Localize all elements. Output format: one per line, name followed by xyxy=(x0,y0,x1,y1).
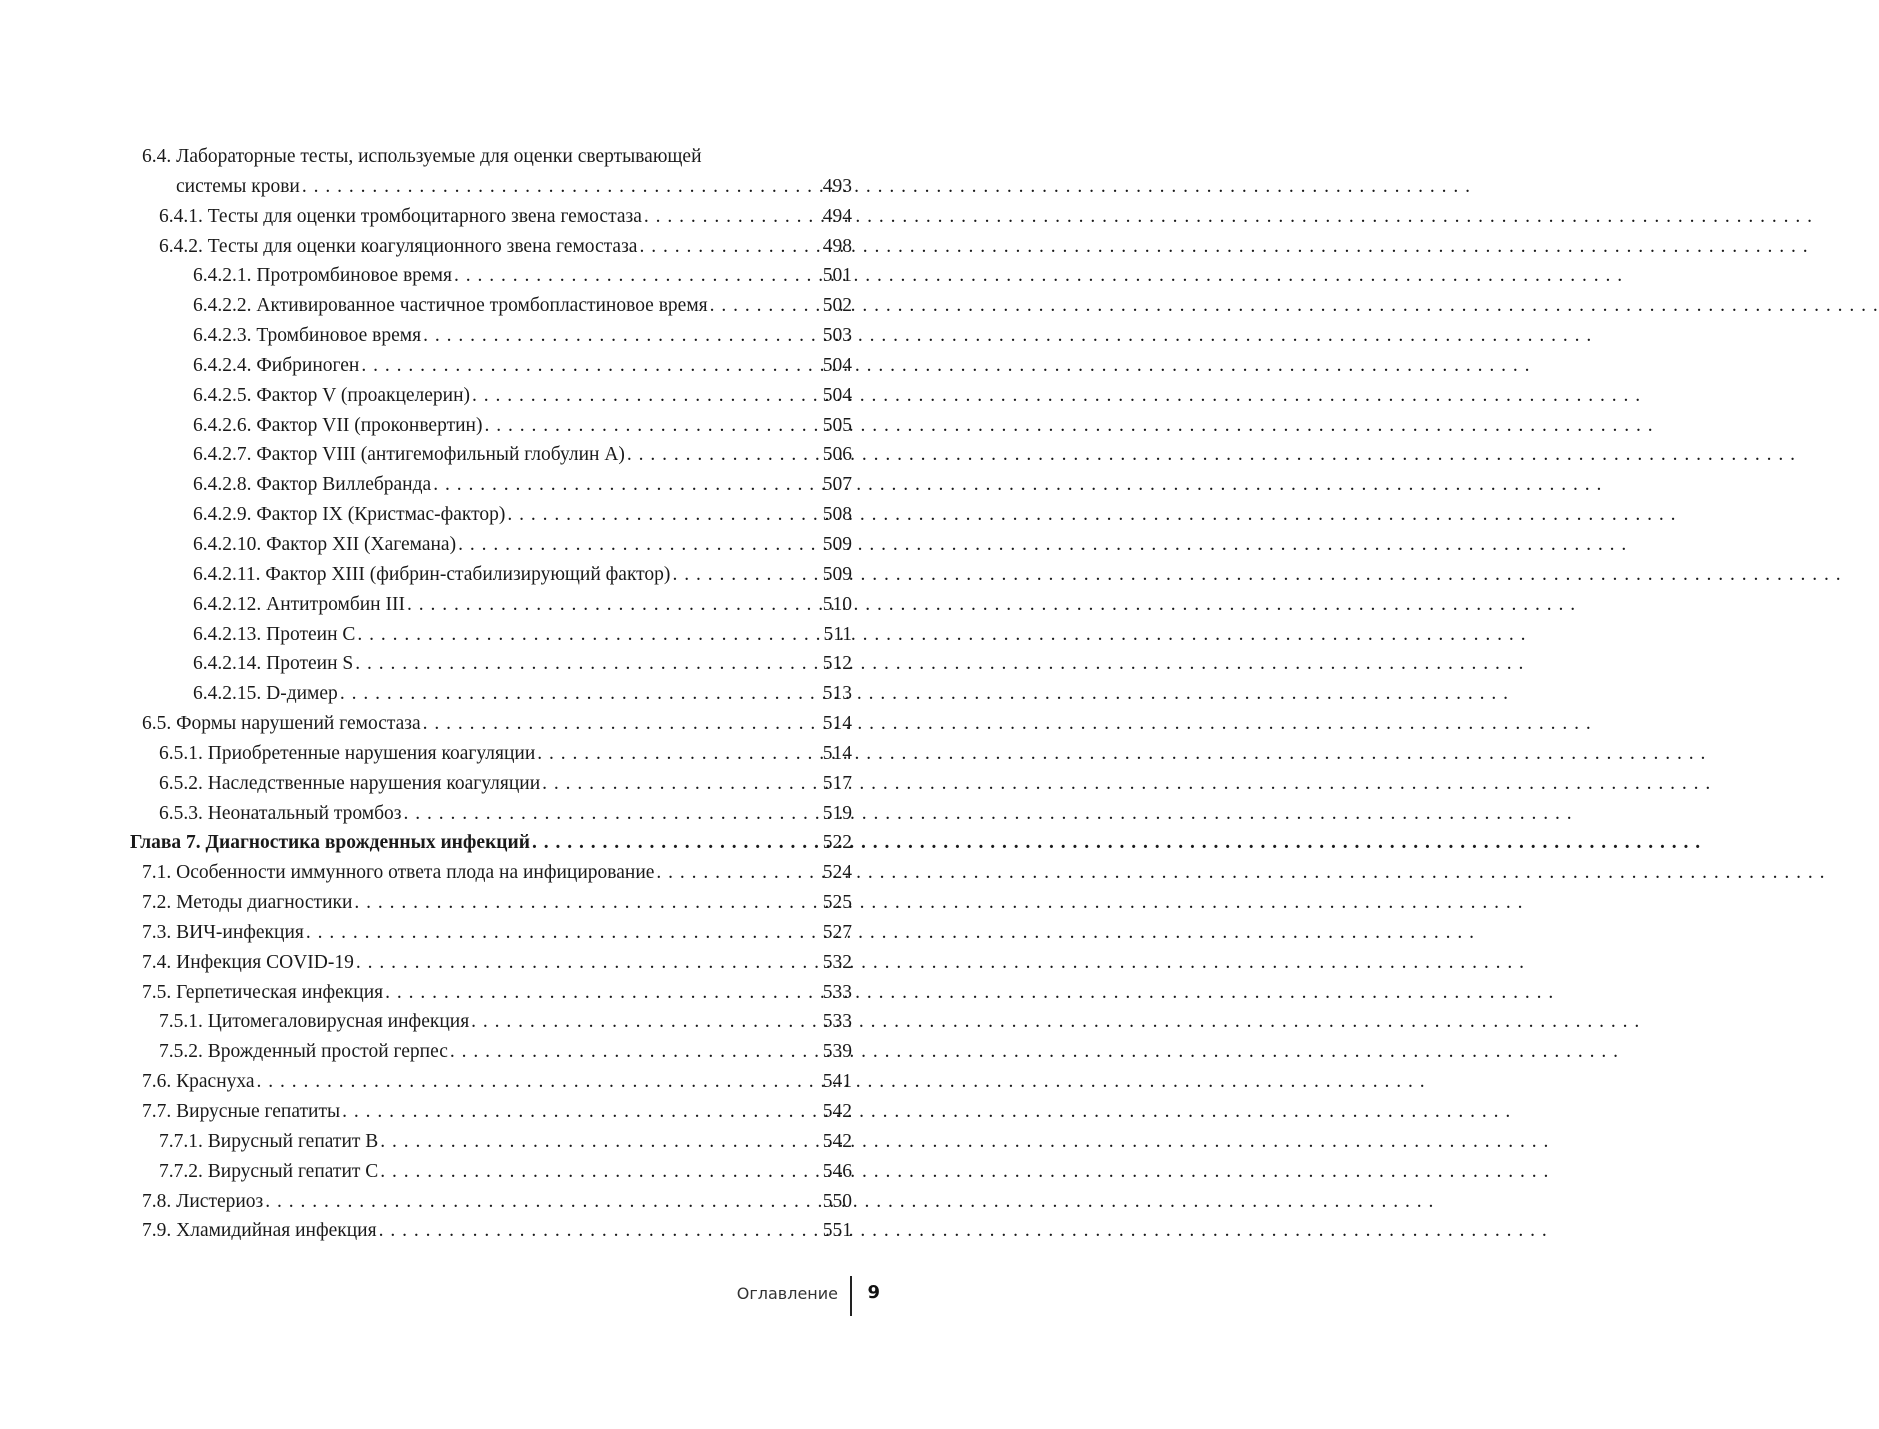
toc-chapter-entry[interactable] xyxy=(130,828,852,858)
toc-entry-title: 7.6. Краснуха xyxy=(142,1071,255,1093)
toc-entry-page: 551 xyxy=(822,1220,852,1242)
toc-entry-page: 532 xyxy=(822,951,852,973)
toc-entry[interactable] xyxy=(130,321,852,351)
toc-entry-page: 514 xyxy=(822,713,852,735)
toc-entry-title: 6.5. Формы нарушений гемостаза xyxy=(142,713,421,735)
dot-leader xyxy=(265,1187,814,1217)
toc-entry[interactable] xyxy=(130,411,852,441)
toc-entry[interactable] xyxy=(130,202,852,232)
toc-entry-title: 7.5.2. Врожденный простой герпес xyxy=(159,1041,448,1063)
toc-entry[interactable] xyxy=(130,679,852,709)
toc-entry[interactable] xyxy=(130,918,852,948)
dot-leader xyxy=(355,649,814,679)
dot-leader xyxy=(542,769,814,799)
toc-entry-title: 6.4.2.2. Активированное частичное тромбопластиновое время xyxy=(193,295,708,317)
toc-entry[interactable] xyxy=(130,261,852,291)
toc-entry-page: 493 xyxy=(822,175,852,197)
dot-leader xyxy=(639,232,814,262)
toc-entry[interactable] xyxy=(130,1157,852,1187)
toc-entry[interactable] xyxy=(130,351,852,381)
dot-leader xyxy=(423,709,814,739)
toc-entry-page: 541 xyxy=(822,1071,852,1093)
toc-entry[interactable] xyxy=(130,1097,852,1127)
dot-leader xyxy=(340,679,814,709)
dot-leader xyxy=(379,1216,814,1246)
toc-entry-title: 6.4.2.5. Фактор V (проакцелерин) xyxy=(193,384,471,406)
toc-entry[interactable] xyxy=(130,858,852,888)
toc-entry[interactable] xyxy=(130,948,852,978)
toc-entry-page: 514 xyxy=(822,742,852,764)
toc-entry[interactable] xyxy=(130,620,852,650)
toc-entry-title: 6.4.2.9. Фактор IX (Кристмас-фактор) xyxy=(193,504,506,526)
toc-entry-page: 511 xyxy=(823,623,852,645)
toc-entry[interactable] xyxy=(130,769,852,799)
toc-entry-title: 7.5.1. Цитомегаловирусная инфекция xyxy=(159,1011,470,1033)
dot-leader xyxy=(458,530,814,560)
toc-entry-page: 507 xyxy=(822,474,852,496)
toc-entry[interactable] xyxy=(130,1067,852,1097)
toc-entry-title: 6.4.1. Тесты для оценки тромбоцитарного звена гемостаза xyxy=(159,205,642,227)
toc-entry[interactable] xyxy=(130,978,852,1008)
toc-entry[interactable] xyxy=(130,560,852,590)
toc-entry[interactable] xyxy=(130,1037,852,1067)
footer-divider xyxy=(850,1276,852,1316)
page-number: 9 xyxy=(867,1282,880,1303)
toc-entry-title: 7.1. Особенности иммунного ответа плода на инфицирование xyxy=(142,862,655,884)
toc-entry[interactable] xyxy=(130,470,852,500)
toc-entry-page: 533 xyxy=(822,1011,852,1033)
toc-entry-page: 522 xyxy=(822,832,852,854)
toc-entry[interactable] xyxy=(130,1216,852,1246)
toc-entry-title: 6.4.2.8. Фактор Виллебранда xyxy=(193,474,432,496)
toc-entry[interactable] xyxy=(130,1007,852,1037)
toc-entry-page: 542 xyxy=(822,1101,852,1122)
toc-entry-title: 6.4.2. Тесты для оценки коагуляционного звена гемостаза xyxy=(159,235,638,257)
toc-entry-page: 525 xyxy=(822,892,852,914)
toc-entry-title: 6.5.2. Наследственные нарушения коагуляции xyxy=(159,772,541,794)
dot-leader xyxy=(385,978,814,1008)
dot-leader xyxy=(356,948,814,978)
toc-entry[interactable] xyxy=(130,530,852,560)
dot-leader xyxy=(407,590,814,620)
toc-entry-page: 539 xyxy=(822,1041,852,1063)
toc-entry-title: 6.4.2.14. Протеин S xyxy=(193,653,354,675)
running-footer-label: Оглавление xyxy=(736,1284,838,1303)
toc-entry-title: 6.4.2.1. Протромбиновое время xyxy=(193,265,452,287)
dot-leader xyxy=(302,172,814,202)
dot-leader xyxy=(380,1127,814,1157)
toc-entry-page: 512 xyxy=(822,653,852,675)
toc-entry-title: 6.4.2.15. D-димер xyxy=(193,683,338,705)
dot-leader xyxy=(423,321,814,351)
dot-leader xyxy=(644,202,814,232)
toc-entry-title: 7.5. Герпетическая инфекция xyxy=(142,981,384,1003)
toc-entry-page: 517 xyxy=(822,772,852,794)
toc-entry-page: 527 xyxy=(822,921,852,943)
toc-entry[interactable] xyxy=(130,709,852,739)
toc-chapter-title: Глава 7. Диагностика врожденных инфекций xyxy=(130,832,531,854)
dot-leader xyxy=(361,351,814,381)
toc-entry-title: 6.4.2.3. Тромбиновое время xyxy=(193,325,422,347)
dot-leader xyxy=(710,291,814,321)
toc-entry-page: 533 xyxy=(822,981,852,1003)
toc-entry[interactable] xyxy=(130,590,852,620)
toc-entry[interactable] xyxy=(130,888,852,918)
dot-leader xyxy=(354,888,814,918)
toc-entry-page: 524 xyxy=(822,862,852,884)
toc-entry-page: 504 xyxy=(822,354,852,376)
toc-entry-page: 550 xyxy=(822,1190,852,1212)
toc-entry[interactable] xyxy=(130,799,852,829)
toc-entry-title: 7.4. Инфекция COVID-19 xyxy=(142,951,354,973)
toc-entry-title: 7.8. Листериоз xyxy=(142,1190,264,1212)
toc-entry-page: 498 xyxy=(822,235,852,257)
toc-entry-page: 510 xyxy=(822,593,852,615)
toc-entry[interactable] xyxy=(130,232,852,262)
dot-leader xyxy=(656,858,814,888)
toc-entry-title: 7.7.1. Вирусный гепатит В xyxy=(159,1130,379,1152)
toc-entry-page: 508 xyxy=(822,504,852,526)
toc-entry-title: 7.7. Вирусные гепатиты xyxy=(142,1101,341,1122)
dot-leader xyxy=(454,261,814,291)
toc-entry-title: 6.4.2.6. Фактор VII (проконвертин) xyxy=(193,414,483,436)
toc-entry-title: 6.4.2.10. Фактор XII (Хагемана) xyxy=(193,533,457,555)
toc-entry-title: 7.3. ВИЧ-инфекция xyxy=(142,921,304,943)
toc-entry-title: 6.5.3. Неонатальный тромбоз xyxy=(159,802,402,824)
toc-entry-title: 6.4.2.13. Протеин С xyxy=(193,623,356,645)
toc-entry-page: 506 xyxy=(822,444,852,466)
toc-entry-page: 519 xyxy=(822,802,852,824)
toc-entry-title-line2: системы крови xyxy=(176,175,300,197)
dot-leader xyxy=(357,620,814,650)
toc-entry[interactable] xyxy=(130,649,852,679)
toc-entry-page: 504 xyxy=(822,384,852,406)
dot-leader xyxy=(532,828,814,858)
dot-leader xyxy=(507,500,814,530)
toc-entry-page: 509 xyxy=(822,533,852,555)
toc-entry-6-4[interactable] xyxy=(130,142,852,202)
toc-entry-page: 501 xyxy=(822,265,852,287)
dot-leader xyxy=(380,1157,814,1187)
toc-entry-page: 509 xyxy=(822,563,852,585)
toc-entry-title: 6.4.2.11. Фактор XIII (фибрин-стабилизирующий фактор) xyxy=(193,563,671,585)
toc-entry-title: 6.4.2.4. Фибриноген xyxy=(193,354,360,376)
toc-entry-title: 6.4.2.7. Фактор VIII (антигемофильный глобулин А) xyxy=(193,444,625,466)
toc-entry-title: 7.2. Методы диагностики xyxy=(142,892,353,914)
toc-entry-title: 7.7.2. Вирусный гепатит С xyxy=(159,1160,379,1182)
dot-leader xyxy=(471,1007,814,1037)
toc-entry-title: 7.9. Хламидийная инфекция xyxy=(142,1220,377,1242)
toc-entry-page: 494 xyxy=(822,205,852,227)
dot-leader xyxy=(433,470,814,500)
dot-leader xyxy=(672,560,814,590)
dot-leader xyxy=(306,918,814,948)
toc-entry-page: 505 xyxy=(822,414,852,436)
toc-entry-title: 6.5.1. Приобретенные нарушения коагуляции xyxy=(159,742,536,764)
toc-entry[interactable] xyxy=(130,1187,852,1217)
dot-leader xyxy=(257,1067,814,1097)
dot-leader xyxy=(537,739,814,769)
dot-leader xyxy=(472,381,814,411)
page-footer xyxy=(700,1276,880,1316)
dot-leader xyxy=(342,1097,814,1127)
dot-leader xyxy=(403,799,814,829)
table-of-contents xyxy=(130,142,852,1246)
toc-entry[interactable] xyxy=(130,739,852,769)
toc-entry-page: 503 xyxy=(822,325,852,347)
toc-entry[interactable] xyxy=(130,500,852,530)
toc-entry-page: 546 xyxy=(822,1160,852,1182)
dot-leader xyxy=(484,411,814,441)
toc-entry[interactable] xyxy=(130,1127,852,1157)
toc-entry[interactable] xyxy=(130,440,852,470)
toc-entry-title-line1: 6.4. Лабораторные тесты, используемые для оценки свертывающей xyxy=(142,146,702,167)
dot-leader xyxy=(450,1037,814,1067)
toc-entry-page: 502 xyxy=(822,295,852,317)
toc-entry[interactable] xyxy=(130,381,852,411)
toc-entry-page: 542 xyxy=(822,1130,852,1152)
toc-entry[interactable] xyxy=(130,291,852,321)
toc-entry-title: 6.4.2.12. Антитромбин III xyxy=(193,593,405,615)
dot-leader xyxy=(627,440,814,470)
toc-entry-page: 513 xyxy=(822,683,852,705)
